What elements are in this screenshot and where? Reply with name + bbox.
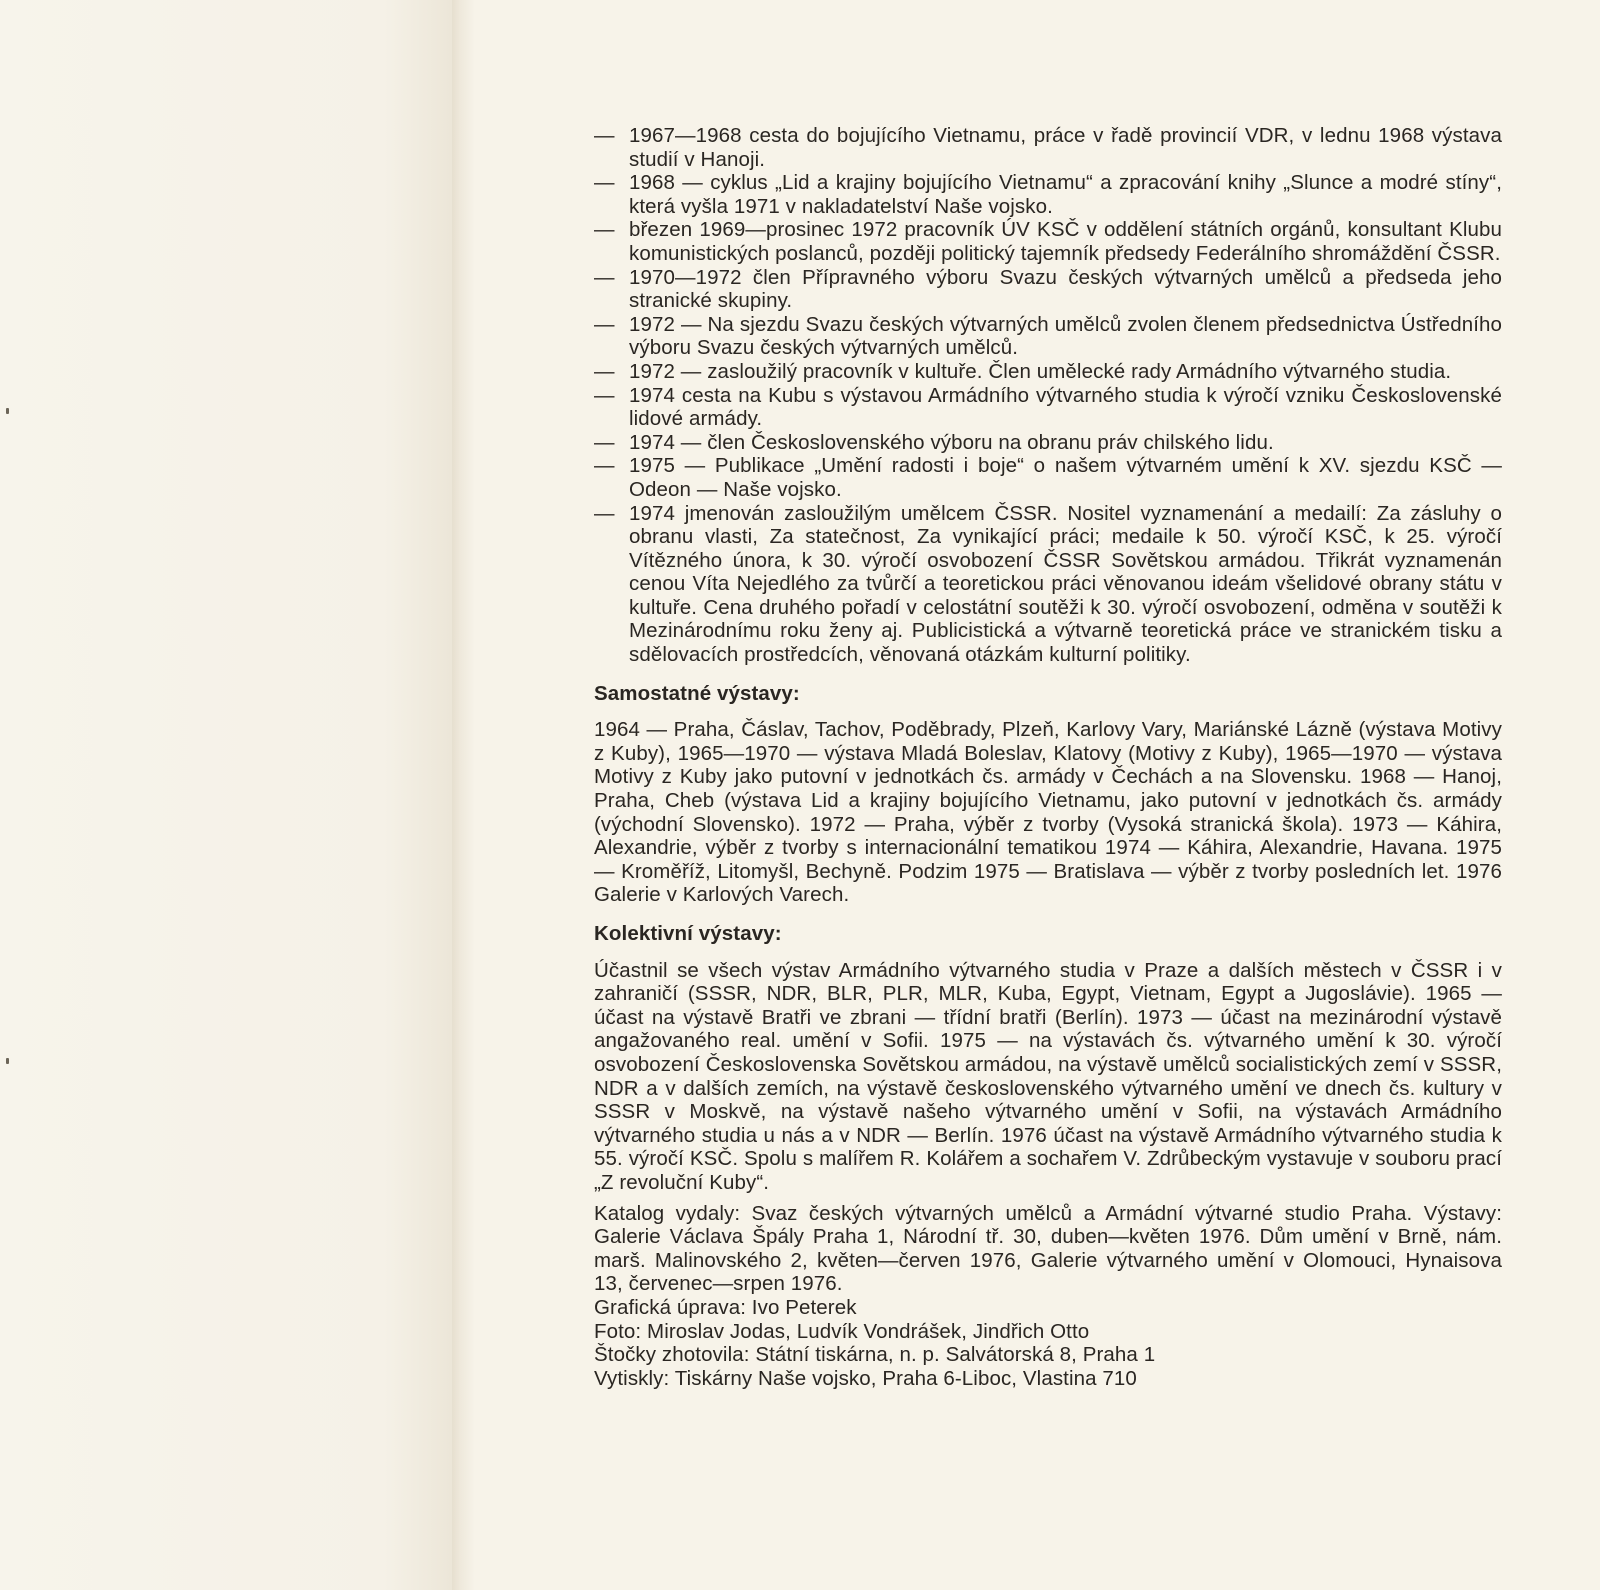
group-exhibitions-heading: Kolektivní výstavy: (594, 922, 782, 945)
solo-exhibitions-heading: Samostatné výstavy: (594, 681, 800, 705)
bio-entry: — 1974 jmenován zasloužilým umělcem ČSSR. Nositel vyznamenání a medailí: Za zásluhy o obranu vlasti, Za statečnost, Za vynikající práci; medaile k 50. výročí KSČ, k 25. výročí Vítězného února, k 30. výročí osvobození ČSSR Sovětskou armádou. Třikrát vyznamenán cenou Víta Nejedlého za tvůrčí a teoretickou práci věnovanou ideám všelidové obrany státu v kultuře. Cena druhého pořadí v celostátní soutěži k 30. výročí osvobození, odměna v soutěži k Mezinárodnímu roku ženy aj. Publicistická a výtvarně teoretická práce ve stranickém tisku a sdělovacích prostředcích, věnovaná otázkám kulturní politiky. (594, 501, 1502, 667)
bio-entry: — 1974 cesta na Kubu s výstavou Armádního výtvarného studia k výročí vzniku Československé lidové armády. (594, 383, 1502, 431)
margin-mark (6, 408, 9, 414)
bio-list (594, 124, 1502, 667)
credit-photo: Foto: Miroslav Jodas, Ludvík Vondrášek, Jindřich Otto (594, 1319, 1090, 1343)
group-exhibitions-text: Účastnil se všech výstav Armádního výtvarného studia v Praze a dalších městech v ČSSR i v zahraničí (SSSR, NDR, BLR, PLR, MLR, Kuba, Egypt, Vietnam, Egypt a Jugoslávie). 1965 — účast na výstavě Bratři ve zbrani — třídní bratři (Berlín). 1973 — účast na mezinárodní výstavě angažovaného real. umění v Sofii. 1975 — na výstavách čs. výtvarného umění k 30. výročí osvobození Československa Sovětskou armádou, na výstavě umělců socialistických zemí v SSSR, NDR a v dalších zemích, na výstavě československého výtvarného umění ve dnech čs. kultury v SSSR v Moskvě, na výstavě našeho výtvarného umění v Sofii, na výstavách Armádního výtvarného studia u nás a v NDR — Berlín. 1976 účast na výstavě Armádního výtvarného studia k 55. výročí KSČ. Spolu s malířem R. Kolářem a sochařem V. Zdrůbeckým vystavuje v souboru prací „Z revoluční Kuby“. (594, 958, 1502, 1194)
text-column (594, 124, 1502, 1390)
credit-blocks: Štočky zhotovila: Státní tiskárna, n. p. Salvátorská 8, Praha 1 (594, 1343, 1156, 1367)
catalog-info: Katalog vydaly: Svaz českých výtvarných umělců a Armádní výtvarné studio Praha. Výstavy: Galerie Václava Špály Praha 1, Národní tř. 30, duben—květen 1976. Dům umění v Brně, nám. marš. Malinovského 2, květen—červen 1976, Galerie výtvarného umění v Olomouci, Hynaisova 13, červenec—srpen 1976. (594, 1201, 1502, 1296)
book-gutter (452, 0, 474, 1590)
bio-entry: — 1967—1968 cesta do bojujícího Vietnamu, práce v řadě provincií VDR, v lednu 1968 výstava studií v Hanoji. (594, 124, 1502, 171)
left-page (0, 0, 452, 1590)
bio-entry: — 1968 — cyklus „Lid a krajiny bojujícího Vietnamu“ a zpracování knihy „Slunce a modré stíny“, která vyšla 1971 v nakladatelství Naše vojsko. (594, 171, 1502, 218)
solo-exhibitions-text: 1964 — Praha, Čáslav, Tachov, Poděbrady, Plzeň, Karlovy Vary, Mariánské Lázně (výstava Motivy z Kuby), 1965—1970 — výstava Mladá Boleslav, Klatovy (Motivy z Kuby), 1965—1970 — výstava Motivy z Kuby jako putovní v jednotkách čs. armády v Čechách a na Slovensku. 1968 — Hanoj, Praha, Cheb (výstava Lid a krajiny bojujícího Vietnamu, jako putovní v jednotkách čs. armády (východní Slovensko). 1972 — Praha, výběr z tvorby (Vysoká stranická škola). 1973 — Káhira, Alexandrie, výběr z tvorby s internacionální tematikou 1974 — Káhira, Alexandrie, Havana. 1975 — Kroměříž, Litomyšl, Bechyně. Podzim 1975 — Bratislava — výběr z tvorby posledních let. 1976 Galerie v Karlových Varech. (594, 718, 1502, 907)
credit-design: Grafická úprava: Ivo Peterek (594, 1295, 857, 1319)
bio-entry: — 1974 — člen Československého výboru na obranu práv chilského lidu. (594, 430, 1274, 454)
bio-entry: — 1970—1972 člen Přípravného výboru Svazu českých výtvarných umělců a předseda jeho stranické skupiny. (594, 265, 1502, 313)
margin-mark (6, 1058, 9, 1064)
credit-print: Vytiskly: Tiskárny Naše vojsko, Praha 6-Liboc, Vlastina 710 (594, 1366, 1137, 1390)
bio-entry: — 1972 — zasloužilý pracovník v kultuře. Člen umělecké rady Armádního výtvarného studia. (594, 359, 1452, 383)
bio-entry: — 1972 — Na sjezdu Svazu českých výtvarných umělců zvolen členem předsednictva Ústředního výboru Svazu českých výtvarných umělců. (594, 312, 1502, 360)
bio-entry: — 1975 — Publikace „Umění radosti i boje“ o našem výtvarném umění k XV. sjezdu KSČ — Odeon — Naše vojsko. (594, 454, 1502, 501)
bio-entry: — březen 1969—prosinec 1972 pracovník ÚV KSČ v oddělení státních orgánů, konsultant Klubu komunistických poslanců, později politický tajemník předsedy Federálního shromáždění ČSSR. (594, 218, 1502, 265)
